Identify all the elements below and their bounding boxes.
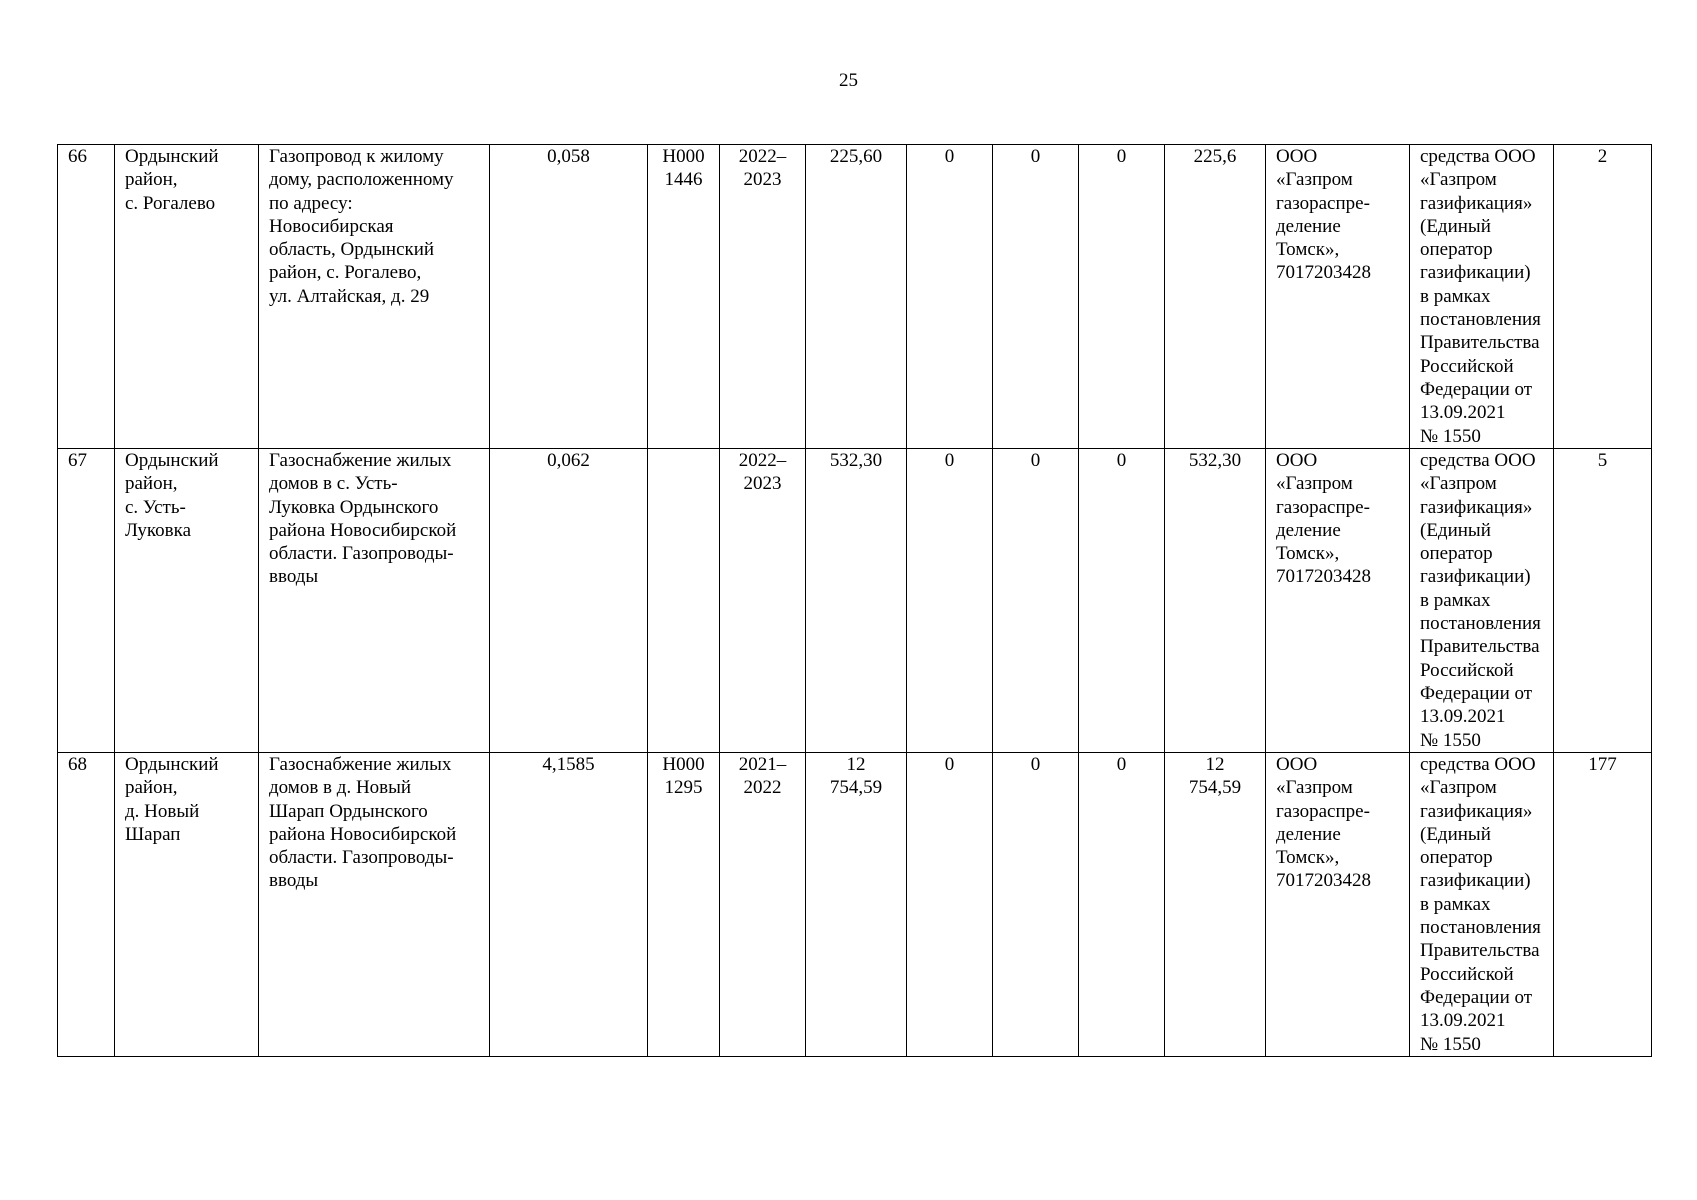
cell-text-line: в рамках [1420, 285, 1491, 307]
cell-value-b [993, 753, 1079, 1057]
cell-text-line: Газопровод к жилому [269, 146, 444, 167]
cell-length [490, 753, 648, 1057]
cell-text-line: район, [125, 777, 178, 799]
cell-text-line: постановления [1420, 917, 1541, 939]
cell-text-line: газификации) [1420, 262, 1531, 284]
cell-text-line: Газоснабжение жилых [269, 450, 452, 471]
cell-text-line: 754,59 [1188, 777, 1242, 799]
cell-text-line: газификации) [1420, 566, 1531, 588]
cell-text: 4,1585 [542, 754, 595, 775]
cell-text-line: Томск», [1276, 543, 1340, 565]
cell-text-line: вводы [269, 566, 319, 588]
cell-text-line: газификация» [1420, 800, 1533, 822]
cell-text-line: 225,60 [829, 146, 883, 167]
cell-text-line: Российской [1420, 659, 1514, 681]
cell-text-line: в рамках [1420, 893, 1491, 915]
cell-text-line: Правительства [1420, 636, 1540, 658]
cell-text-line: 2022 [743, 777, 782, 799]
cell-text-line: газификация» [1420, 192, 1533, 214]
cell-code [648, 449, 720, 753]
cell-value-b [993, 145, 1079, 449]
cell-text: 0 [1116, 450, 1127, 471]
cell-text-line: постановления [1420, 309, 1541, 331]
cell-text-line: Томск», [1276, 239, 1340, 261]
cell-text-line: 13.09.2021 [1420, 1010, 1506, 1032]
cell-text-line: (Единый [1420, 519, 1491, 541]
cell-text-line: Н000 [662, 146, 705, 167]
page-number: 25 [839, 70, 858, 91]
cell-text-line: области. Газопроводы- [269, 543, 454, 565]
cell-text: 0,058 [547, 146, 590, 167]
cell-text-line: газификации) [1420, 870, 1531, 892]
cell-text-line: деление [1276, 215, 1341, 237]
cell-text-line: 754,59 [829, 777, 883, 799]
cell-text-line: район, с. Рогалево, [269, 262, 422, 284]
cell-text-line: оператор [1420, 543, 1493, 565]
cell-object [259, 753, 490, 1057]
cell-text-line: 2023 [743, 473, 782, 495]
cell-value-c [1079, 753, 1165, 1057]
cell-text-line: оператор [1420, 847, 1493, 869]
cell-total [806, 145, 907, 449]
cell-text-line: 532,30 [829, 450, 883, 471]
cell-executor [1266, 449, 1410, 753]
cell-text-line: Новосибирская [269, 215, 394, 237]
cell-funding-source [1410, 753, 1554, 1057]
cell-text-line: вводы [269, 870, 319, 892]
cell-text-line: ул. Алтайская, д. 29 [269, 285, 430, 307]
cell-value-c [1079, 449, 1165, 753]
cell-value-c [1079, 145, 1165, 449]
cell-period [720, 449, 806, 753]
cell-location [115, 145, 259, 449]
cell-text-line: средства ООО [1420, 754, 1536, 775]
cell-period [720, 753, 806, 1057]
cell-text-line: газораспре- [1276, 496, 1370, 518]
cell-text: 0 [944, 754, 955, 775]
cell-text-line: средства ООО [1420, 450, 1536, 471]
cell-text-line: домов в д. Новый [269, 777, 412, 799]
cell-text-line: дому, расположенному [269, 169, 454, 191]
cell-text-line: Луковка Ордынского [269, 496, 439, 518]
cell-text-line: с. Рогалево [125, 192, 216, 214]
cell-text-line: области. Газопроводы- [269, 847, 454, 869]
cell-text-line: 2022– [738, 450, 787, 471]
cell-value-d [1165, 449, 1266, 753]
cell-value-a [907, 145, 993, 449]
cell-text-line: района Новосибирской [269, 823, 457, 845]
cell-text-line: «Газпром [1276, 169, 1353, 191]
cell-text-line: Правительства [1420, 940, 1540, 962]
cell-text-line: 2023 [743, 169, 782, 191]
cell-text-line: 2021– [738, 754, 787, 775]
cell-text: 0 [1030, 754, 1041, 775]
cell-text-line: газораспре- [1276, 192, 1370, 214]
cell-text-line: район, [125, 473, 178, 495]
cell-count [1554, 753, 1652, 1057]
cell-text-line: домов в с. Усть- [269, 473, 398, 495]
cell-text-line: ООО [1276, 754, 1318, 775]
cell-text: 0,062 [547, 450, 590, 471]
cell-number [58, 753, 115, 1057]
cell-count [1554, 449, 1652, 753]
cell-text-line: «Газпром [1420, 777, 1497, 799]
cell-text-line: № 1550 [1420, 729, 1481, 751]
cell-code [648, 145, 720, 449]
cell-text: 5 [1597, 450, 1608, 471]
cell-total [806, 449, 907, 753]
cell-text-line: в рамках [1420, 589, 1491, 611]
cell-text: 67 [68, 450, 87, 471]
cell-text-line: ООО [1276, 450, 1318, 471]
cell-text: 0 [1116, 754, 1127, 775]
cell-total [806, 753, 907, 1057]
cell-text-line: 7017203428 [1276, 566, 1371, 588]
cell-text: 0 [944, 450, 955, 471]
table-row [58, 449, 1652, 753]
cell-text: 2 [1597, 146, 1608, 167]
cell-text: 0 [1030, 450, 1041, 471]
cell-text-line: 12 [1205, 754, 1225, 775]
cell-text-line: (Единый [1420, 823, 1491, 845]
cell-text-line: оператор [1420, 239, 1493, 261]
cell-value-a [907, 753, 993, 1057]
cell-text-line: «Газпром [1420, 473, 1497, 495]
gasification-table [57, 144, 1652, 1057]
cell-text-line: 13.09.2021 [1420, 402, 1506, 424]
cell-text-line: 532,30 [1188, 450, 1242, 471]
cell-text-line: Ордынский [125, 754, 219, 775]
table-body [58, 145, 1652, 1057]
cell-period [720, 145, 806, 449]
cell-text-line: Н000 [662, 754, 705, 775]
cell-object [259, 449, 490, 753]
cell-location [115, 449, 259, 753]
cell-value-d [1165, 753, 1266, 1057]
cell-text-line: ООО [1276, 146, 1318, 167]
cell-text-line: деление [1276, 519, 1341, 541]
cell-text-line: № 1550 [1420, 425, 1481, 447]
cell-text-line: Луковка [125, 519, 192, 541]
cell-text-line: д. Новый [125, 800, 200, 822]
cell-text-line: газификация» [1420, 496, 1533, 518]
cell-value-d [1165, 145, 1266, 449]
cell-value-b [993, 449, 1079, 753]
cell-length [490, 449, 648, 753]
cell-text-line: деление [1276, 823, 1341, 845]
cell-text-line: № 1550 [1420, 1033, 1481, 1055]
cell-text-line: 7017203428 [1276, 870, 1371, 892]
cell-text-line: постановления [1420, 613, 1541, 635]
cell-text: 68 [68, 754, 87, 775]
cell-text-line: газораспре- [1276, 800, 1370, 822]
cell-text-line: Шарап [125, 823, 181, 845]
cell-text-line: Ордынский [125, 450, 219, 471]
cell-text-line: Томск», [1276, 847, 1340, 869]
cell-number [58, 449, 115, 753]
cell-text-line: 1295 [664, 777, 703, 799]
cell-text-line: Российской [1420, 963, 1514, 985]
table-row [58, 753, 1652, 1057]
cell-text-line: «Газпром [1420, 169, 1497, 191]
cell-text-line: Федерации от [1420, 378, 1533, 400]
cell-text-line: (Единый [1420, 215, 1491, 237]
cell-text-line: 7017203428 [1276, 262, 1371, 284]
cell-text-line: 2022– [738, 146, 787, 167]
cell-text-line: Газоснабжение жилых [269, 754, 452, 775]
cell-text-line: Правительства [1420, 332, 1540, 354]
cell-text-line: 12 [846, 754, 866, 775]
cell-text-line: по адресу: [269, 192, 353, 214]
cell-text-line: Российской [1420, 355, 1514, 377]
cell-text-line: 13.09.2021 [1420, 706, 1506, 728]
cell-text: 0 [1030, 146, 1041, 167]
cell-text-line: средства ООО [1420, 146, 1536, 167]
cell-object [259, 145, 490, 449]
cell-text: 66 [68, 146, 87, 167]
cell-text-line: Федерации от [1420, 682, 1533, 704]
cell-text-line: с. Усть- [125, 496, 186, 518]
cell-text-line: Шарап Ордынского [269, 800, 428, 822]
cell-executor [1266, 753, 1410, 1057]
cell-value-a [907, 449, 993, 753]
table-row [58, 145, 1652, 449]
cell-length [490, 145, 648, 449]
cell-code [648, 753, 720, 1057]
cell-text-line: «Газпром [1276, 473, 1353, 495]
cell-count [1554, 145, 1652, 449]
cell-text-line: 1446 [664, 169, 703, 191]
cell-text-line: Федерации от [1420, 986, 1533, 1008]
cell-text-line: район, [125, 169, 178, 191]
cell-text-line: 225,6 [1193, 146, 1237, 167]
cell-funding-source [1410, 449, 1554, 753]
cell-number [58, 145, 115, 449]
cell-text-line: область, Ордынский [269, 239, 435, 261]
cell-text-line: «Газпром [1276, 777, 1353, 799]
cell-text-line: Ордынский [125, 146, 219, 167]
cell-text: 177 [1588, 754, 1617, 775]
cell-executor [1266, 145, 1410, 449]
cell-funding-source [1410, 145, 1554, 449]
cell-text-line: района Новосибирской [269, 519, 457, 541]
cell-location [115, 753, 259, 1057]
cell-text: 0 [944, 146, 955, 167]
cell-text: 0 [1116, 146, 1127, 167]
